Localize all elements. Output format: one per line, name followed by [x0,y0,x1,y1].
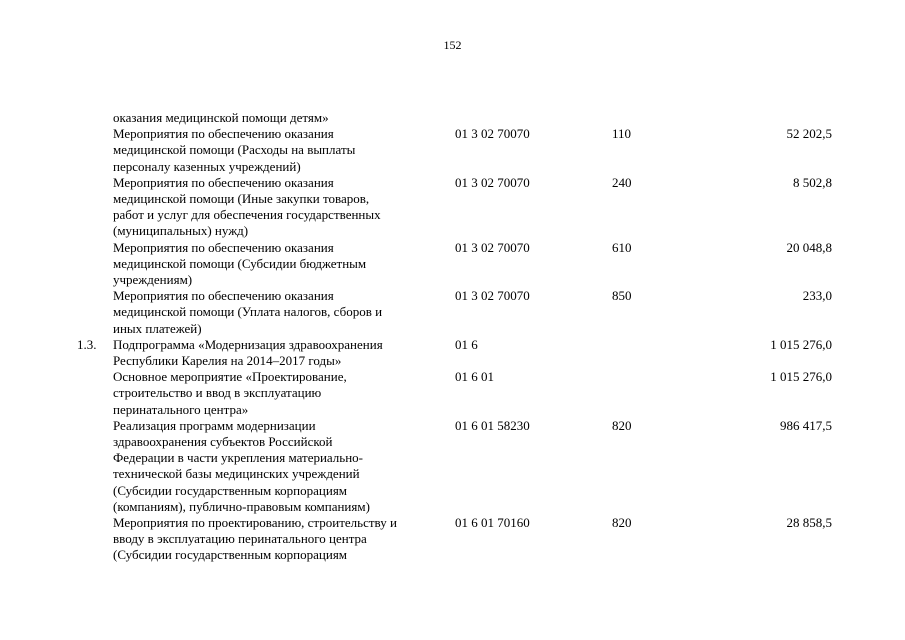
row-description [113,337,453,369]
row-amount: 20 048,8 [786,239,832,255]
description-line: Мероприятия по обеспечению оказания [113,288,334,304]
row-amount: 1 015 276,0 [770,369,832,385]
description-line: медицинской помощи (Расходы на выплаты [113,142,356,158]
row-amount: 52 202,5 [786,126,832,142]
table-row [0,337,905,369]
description-line: вводу в эксплуатацию перинатального центра [113,531,367,547]
description-line: Основное мероприятие «Проектирование, [113,369,347,385]
row-expense-type: 820 [612,515,632,531]
description-line: медицинской помощи (Уплата налогов, сборов и [113,304,383,320]
row-amount: 986 417,5 [780,417,832,433]
table-row [0,110,905,126]
description-line: работ и услуг для обеспечения государственных [113,207,381,223]
row-amount: 8 502,8 [793,174,832,190]
row-description [113,240,453,289]
description-line: медицинской помощи (Субсидии бюджетным [113,255,367,271]
row-description [113,418,453,515]
row-expense-type: 820 [612,417,632,433]
description-line: Мероприятия по проектированию, строительству и [113,515,397,531]
description-line: технической базы медицинских учреждений [113,466,360,482]
row-description [113,175,453,240]
row-code: 01 3 02 70070 [455,126,530,142]
row-code: 01 6 01 70160 [455,515,530,531]
description-line: учреждениям) [113,272,193,288]
description-line: перинатального центра» [113,401,249,417]
row-code: 01 6 01 58230 [455,417,530,433]
table-row [0,126,905,175]
row-code: 01 3 02 70070 [455,174,530,190]
row-expense-type: 610 [612,239,632,255]
table-row [0,288,905,337]
row-amount: 28 858,5 [786,515,832,531]
table-row [0,369,905,418]
description-line: (муниципальных) нужд) [113,223,249,239]
description-line: Федерации в части укрепления материально- [113,450,364,466]
table-row [0,240,905,289]
row-code: 01 6 [455,336,478,352]
row-expense-type: 240 [612,174,632,190]
row-description [113,515,453,564]
description-line: (компаниям), публично-правовым компаниям) [113,498,370,514]
description-line: Подпрограмма «Модернизация здравоохранения [113,336,383,352]
row-amount: 1 015 276,0 [770,336,832,352]
budget-table [0,110,905,564]
description-line: (Субсидии государственным корпорациям [113,547,348,563]
row-expense-type: 110 [612,126,632,142]
row-code: 01 3 02 70070 [455,288,530,304]
description-line: оказания медицинской помощи детям» [113,110,329,125]
description-line: персоналу казенных учреждений) [113,158,301,174]
description-line: иных платежей) [113,320,202,336]
row-amount: 233,0 [802,288,832,304]
description-line: (Субсидии государственным корпорациям [113,482,348,498]
row-expense-type: 850 [612,288,632,304]
table-row [0,515,905,564]
row-description [113,126,453,175]
page-number: 152 [443,38,462,52]
row-description [113,110,453,126]
description-line: Мероприятия по обеспечению оказания [113,126,334,142]
table-row [0,418,905,515]
description-line: Мероприятия по обеспечению оказания [113,239,334,255]
description-line: Республики Карелия на 2014–2017 годы» [113,353,342,369]
row-code: 01 6 01 [455,369,494,385]
description-line: Мероприятия по обеспечению оказания [113,174,334,190]
row-description [113,288,453,337]
description-line: Реализация программ модернизации [113,417,316,433]
description-line: здравоохранения субъектов Российской [113,434,333,450]
row-code: 01 3 02 70070 [455,239,530,255]
description-line: медицинской помощи (Иные закупки товаров, [113,191,370,207]
description-line: строительство и ввод в эксплуатацию [113,385,322,401]
row-description [113,369,453,418]
table-row [0,175,905,240]
row-number: 1.3. [77,336,97,352]
